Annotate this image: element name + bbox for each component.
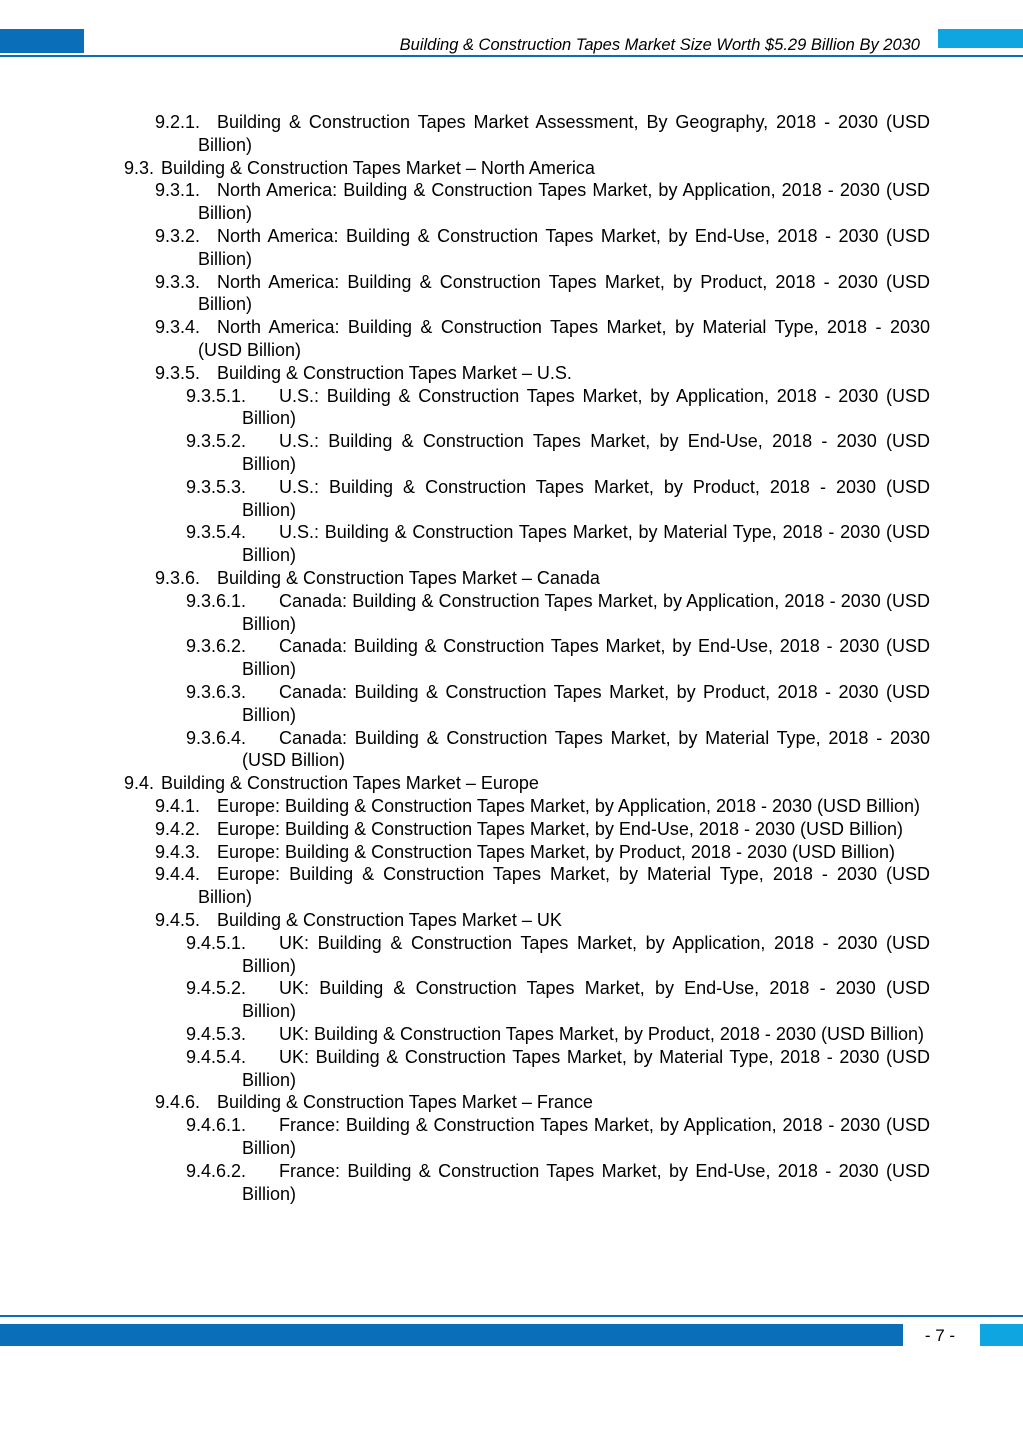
toc-entry-number: 9.4.5.3. — [186, 1024, 247, 1044]
toc-entry-number: 9.4.6.2. — [186, 1160, 247, 1181]
toc-entry-number: 9.3.5.3. — [186, 476, 247, 497]
toc-entry-number: 9.3.6.4. — [186, 727, 247, 748]
toc-entry — [155, 179, 930, 225]
toc-entry-number: 9.2.1. — [155, 112, 201, 132]
toc-entry — [186, 430, 930, 476]
toc-entry — [155, 111, 930, 157]
toc-entry-text: North America: Building & Construction Tapes Market, by Product, 2018 - 2030 (USD Billion) — [198, 271, 930, 315]
toc-entry-number: 9.4.2. — [155, 818, 201, 839]
toc-entry-text: Europe: Building & Construction Tapes Market, by Material Type, 2018 - 2030 (USD Billion) — [198, 864, 930, 908]
toc-entry-number: 9.3. — [124, 157, 155, 178]
toc-entry-number: 9.3.6.2. — [186, 636, 247, 657]
toc-entry — [155, 316, 930, 362]
header-rule — [0, 55, 1023, 57]
toc-entry-number: 9.4.5.2. — [186, 978, 247, 999]
toc-entry-text: U.S.: Building & Construction Tapes Market, by Material Type, 2018 - 2030 (USD Billion) — [242, 522, 930, 566]
toc-entry-text: Canada: Building & Construction Tapes Market, by Product, 2018 - 2030 (USD Billion) — [242, 682, 930, 725]
toc-entry-number: 9.4.3. — [155, 841, 201, 862]
toc-entry — [155, 362, 930, 385]
footer-rule — [0, 1315, 1023, 1317]
toc-entry — [155, 909, 930, 932]
toc-entry-number: 9.4. — [124, 773, 155, 794]
toc-entry — [186, 932, 930, 978]
toc-entry-text: UK: Building & Construction Tapes Market, by Material Type, 2018 - 2030 (USD Billion) — [242, 1046, 930, 1090]
toc-entry — [186, 1023, 930, 1046]
toc-entry — [155, 225, 930, 271]
toc-entry-text: Building & Construction Tapes Market – Europe — [161, 773, 539, 794]
toc-entry-number: 9.4.6.1. — [186, 1115, 247, 1136]
toc-entry-text: North America: Building & Construction Tapes Market, by Material Type, 2018 - 2030 (USD Billion) — [198, 317, 930, 360]
toc-entry — [155, 818, 930, 841]
toc-entry-text: UK: Building & Construction Tapes Market, by Application, 2018 - 2030 (USD Billion) — [242, 932, 930, 976]
footer-bar — [0, 1324, 903, 1346]
toc-entry-number: 9.3.5. — [155, 362, 201, 383]
toc-entry-number: 9.4.1. — [155, 796, 201, 816]
toc-entry — [155, 841, 930, 864]
toc-entry-text: U.S.: Building & Construction Tapes Market, by Application, 2018 - 2030 (USD Billion) — [242, 385, 930, 429]
toc-entry — [186, 977, 930, 1023]
toc-entry-text: Building & Construction Tapes Market – UK — [217, 910, 562, 930]
toc-entry-text: Building & Construction Tapes Market – U.S. — [217, 362, 572, 383]
toc-entry-text: U.S.: Building & Construction Tapes Market, by Product, 2018 - 2030 (USD Billion) — [242, 476, 930, 520]
toc-entry-text: North America: Building & Construction Tapes Market, by Application, 2018 - 2030 (USD Billion) — [198, 180, 930, 224]
toc-entry — [186, 1160, 930, 1206]
toc-entry-number: 9.3.4. — [155, 317, 201, 338]
toc-entry — [186, 727, 930, 773]
toc-entry-text: France: Building & Construction Tapes Market, by End-Use, 2018 - 2030 (USD Billion) — [242, 1160, 930, 1204]
toc-entry-number: 9.4.4. — [155, 864, 201, 885]
toc-entry — [155, 795, 930, 818]
toc-entry-text: Europe: Building & Construction Tapes Market, by Application, 2018 - 2030 (USD Billion) — [217, 796, 921, 816]
toc-entry-text: France: Building & Construction Tapes Market, by Application, 2018 - 2030 (USD Billion) — [242, 1115, 930, 1158]
toc-entry-number: 9.3.6.3. — [186, 682, 247, 702]
toc-entry-text: Building & Construction Tapes Market – North America — [161, 157, 595, 178]
toc-entry-text: UK: Building & Construction Tapes Market, by Product, 2018 - 2030 (USD Billion) — [279, 1024, 924, 1044]
toc-entry — [186, 635, 930, 681]
toc-entry-number: 9.3.6.1. — [186, 590, 247, 611]
toc-entry — [155, 567, 930, 590]
toc-entry-number: 9.4.5. — [155, 910, 201, 930]
toc-entry-text: UK: Building & Construction Tapes Market, by End-Use, 2018 - 2030 (USD Billion) — [242, 978, 930, 1022]
toc-entry-text: Canada: Building & Construction Tapes Market, by Application, 2018 - 2030 (USD Billion) — [242, 590, 930, 634]
toc-entry-text: North America: Building & Construction Tapes Market, by End-Use, 2018 - 2030 (USD Billion) — [198, 226, 930, 269]
toc-entry — [186, 521, 930, 567]
toc-entry-number: 9.3.2. — [155, 226, 201, 246]
toc-entry-text: Canada: Building & Construction Tapes Market, by End-Use, 2018 - 2030 (USD Billion) — [242, 636, 930, 680]
toc-entry-number: 9.3.5.1. — [186, 385, 247, 406]
toc-entry — [124, 772, 930, 795]
toc-entry-number: 9.3.1. — [155, 180, 201, 201]
page-number: - 7 - — [924, 1326, 956, 1345]
header-accent-right — [938, 29, 1023, 48]
toc-entry-text: Building & Construction Tapes Market Assessment, By Geography, 2018 - 2030 (USD Billion) — [198, 112, 930, 155]
toc-entry — [186, 1046, 930, 1092]
toc-entry-number: 9.3.5.4. — [186, 522, 247, 543]
toc-entry — [186, 476, 930, 522]
toc-entry-number: 9.4.6. — [155, 1092, 201, 1113]
toc-entry — [155, 271, 930, 317]
toc-entry-text: Canada: Building & Construction Tapes Market, by Material Type, 2018 - 2030 (USD Billion) — [242, 727, 930, 771]
toc-entry — [155, 1091, 930, 1114]
toc-entry-text: Building & Construction Tapes Market – France — [217, 1092, 593, 1113]
toc-entry-number: 9.3.5.2. — [186, 431, 247, 452]
toc-entry-text: Building & Construction Tapes Market – Canada — [217, 568, 600, 588]
toc-entry-text: Europe: Building & Construction Tapes Market, by Product, 2018 - 2030 (USD Billion) — [217, 841, 896, 862]
toc-entry-text: Europe: Building & Construction Tapes Market, by End-Use, 2018 - 2030 (USD Billion) — [217, 818, 904, 839]
header-accent-left — [0, 29, 84, 53]
toc-entry-number: 9.3.6. — [155, 568, 201, 588]
toc-entry — [186, 1114, 930, 1160]
toc-entry — [124, 157, 930, 180]
header-title: Building & Construction Tapes Market Size Worth $5.29 Billion By 2030 — [399, 36, 920, 54]
footer-accent-right — [980, 1324, 1023, 1346]
toc-entry — [186, 385, 930, 431]
toc-entry-number: 9.3.3. — [155, 271, 201, 292]
toc-entry — [186, 590, 930, 636]
toc-entry — [186, 681, 930, 727]
toc-entry-number: 9.4.5.4. — [186, 1046, 247, 1067]
toc-entry — [155, 863, 930, 909]
toc-entry-number: 9.4.5.1. — [186, 932, 247, 953]
toc-entry-text: U.S.: Building & Construction Tapes Market, by End-Use, 2018 - 2030 (USD Billion) — [242, 431, 930, 474]
